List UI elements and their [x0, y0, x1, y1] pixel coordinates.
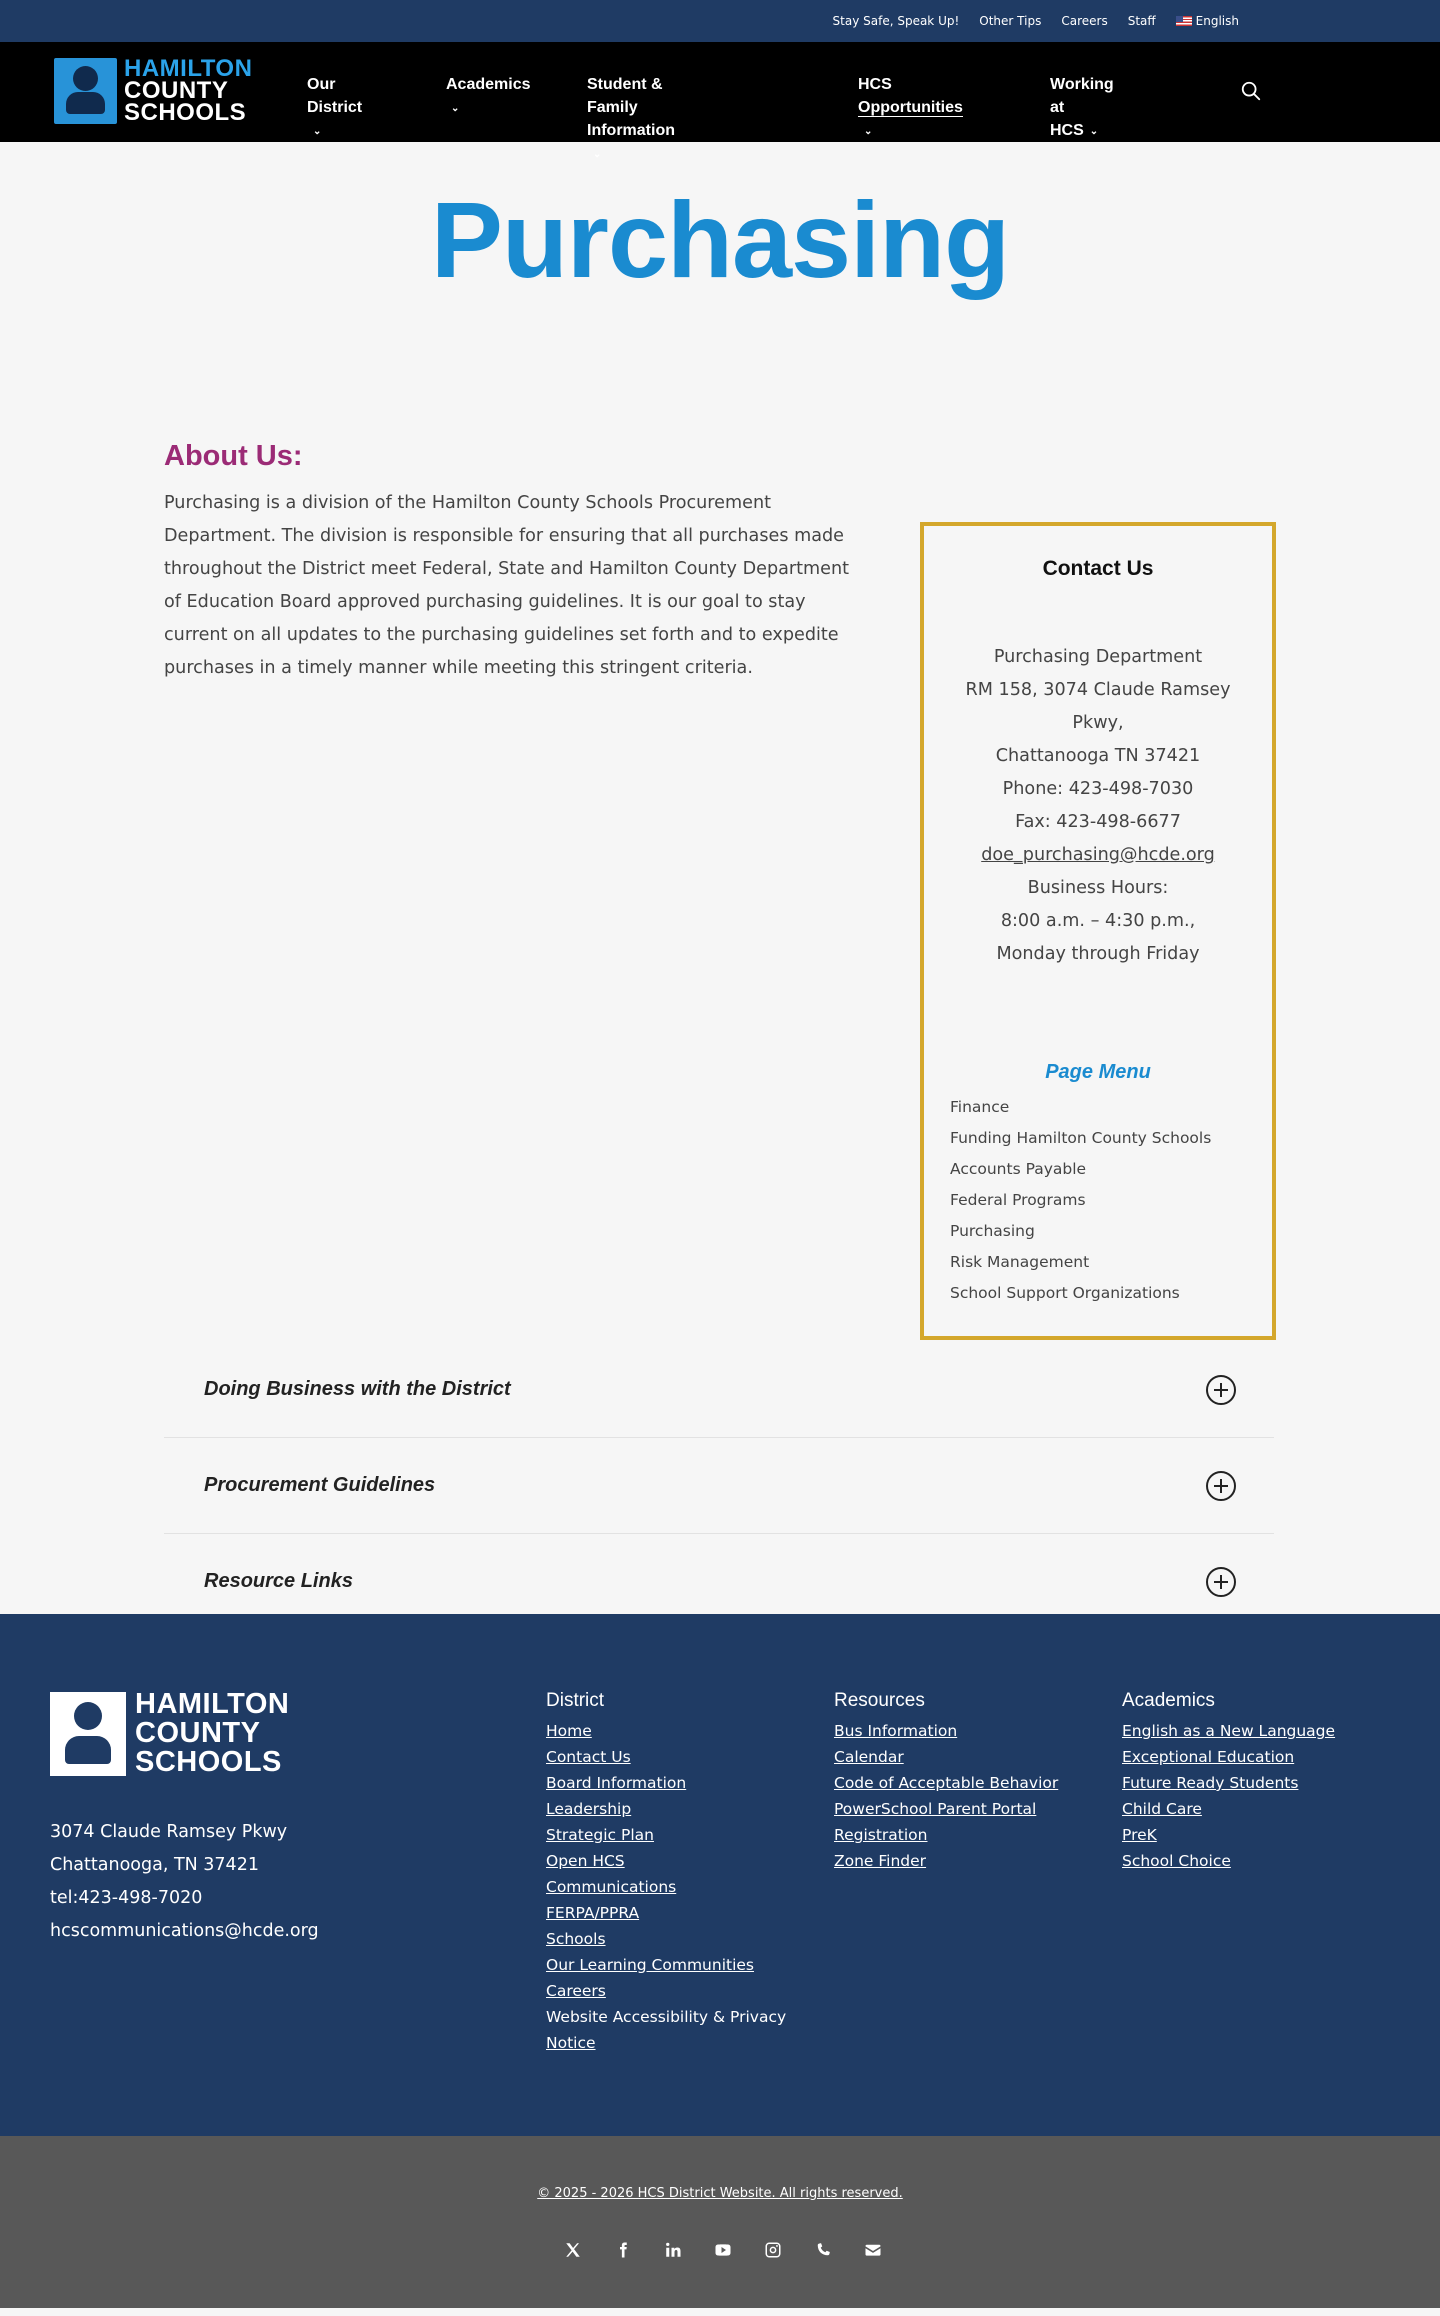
footer-link-powerschool[interactable]: PowerSchool Parent Portal	[834, 1800, 1037, 1818]
footer-link-careers[interactable]: Careers	[546, 1982, 606, 2000]
accordion-item-procurement-guidelines[interactable]	[164, 1438, 1274, 1534]
nav-item-hcs-opportunities[interactable]	[858, 73, 963, 144]
page-menu-item-accounts-payable[interactable]: Accounts Payable	[950, 1160, 1087, 1178]
footer-link-communications[interactable]: Communications	[546, 1878, 677, 1896]
nav-item-label: Academics	[446, 76, 531, 93]
footer-address	[50, 1816, 319, 1948]
logo-mark-icon	[54, 58, 117, 124]
footer-logo-mark-icon	[50, 1692, 126, 1776]
about-heading: About Us:	[164, 440, 303, 472]
site-footer	[0, 1614, 1440, 2136]
footer-city: Chattanooga, TN 37421	[50, 1855, 259, 1875]
utility-bar	[0, 0, 1440, 42]
contact-hours-time: 8:00 a.m. – 4:30 p.m.,	[1000, 911, 1196, 931]
footer-link-leadership[interactable]: Leadership	[546, 1800, 632, 1818]
plus-circle-icon[interactable]	[1206, 1567, 1236, 1597]
phone-icon[interactable]	[811, 2238, 835, 2262]
page-menu-item-risk-management[interactable]: Risk Management	[950, 1253, 1090, 1271]
us-flag-icon	[1176, 16, 1192, 26]
nav-item-label: Our	[307, 76, 336, 93]
footer-link-exceptional-education[interactable]: Exceptional Education	[1122, 1748, 1295, 1766]
footer-street: 3074 Claude Ramsey Pkwy	[50, 1822, 288, 1842]
footer-link-contact-us[interactable]: Contact Us	[546, 1748, 631, 1766]
contact-hours-label: Business Hours:	[1027, 878, 1169, 898]
nav-item-label: Working at	[1050, 76, 1114, 116]
instagram-icon[interactable]	[761, 2238, 785, 2262]
page-menu-item-funding[interactable]: Funding Hamilton County Schools	[950, 1129, 1212, 1147]
footer-logo-wordmark	[135, 1690, 289, 1777]
topbar-link-other-tips[interactable]: Other Tips	[979, 14, 1042, 28]
contact-email-link[interactable]: doe_purchasing@hcde.org	[981, 845, 1215, 865]
footer-link-code-of-behavior[interactable]: Code of Acceptable Behavior	[834, 1774, 1059, 1792]
accordion-title: Resource Links	[204, 1570, 353, 1592]
contact-address-line-1: RM 158, 3074 Claude Ramsey	[965, 680, 1231, 700]
nav-item-label: Student & Family	[587, 76, 663, 116]
page-menu-item-finance[interactable]: Finance	[950, 1098, 1010, 1116]
contact-phone: Phone: 423-498-7030	[1002, 779, 1194, 799]
language-label: English	[1195, 14, 1239, 28]
copyright	[0, 2186, 1440, 2201]
topbar-link-speak-up[interactable]: Stay Safe, Speak Up!	[832, 14, 960, 28]
accordion-title: Procurement Guidelines	[204, 1474, 436, 1496]
contact-department: Purchasing Department	[993, 647, 1203, 667]
main-content	[0, 142, 1440, 1614]
footer-link-future-ready[interactable]: Future Ready Students	[1122, 1774, 1299, 1792]
footer-link-strategic-plan[interactable]: Strategic Plan	[546, 1826, 654, 1844]
nav-item-label: Information	[587, 122, 675, 139]
nav-item-label: Opportunities	[858, 99, 963, 116]
footer-bottom-bar	[0, 2136, 1440, 2308]
contact-fax: Fax: 423-498-6677	[1015, 812, 1181, 832]
plus-circle-icon[interactable]	[1206, 1471, 1236, 1501]
footer-link-calendar[interactable]: Calendar	[834, 1748, 904, 1766]
topbar-link-staff[interactable]: Staff	[1127, 14, 1156, 28]
nav-item-academics[interactable]	[446, 73, 531, 121]
footer-link-ferpa-ppra[interactable]: FERPA/PPRA	[546, 1904, 640, 1922]
search-button[interactable]	[1240, 80, 1264, 104]
footer-link-accessibility-privacy[interactable]	[546, 2004, 796, 2056]
footer-logo[interactable]	[50, 1690, 289, 1777]
site-logo[interactable]	[54, 55, 253, 126]
footer-link-text: Website Accessibility & Privacy	[546, 2008, 787, 2026]
footer-column-heading: Resources	[834, 1690, 925, 1711]
contact-sidebar	[920, 522, 1276, 1340]
nav-item-label: District	[307, 99, 363, 116]
footer-link-zone-finder[interactable]: Zone Finder	[834, 1852, 927, 1870]
footer-link-board-information[interactable]: Board Information	[546, 1774, 687, 1792]
search-icon	[1240, 80, 1262, 102]
contact-heading: Contact Us	[1042, 557, 1154, 580]
page-menu-title: Page Menu	[1045, 1061, 1151, 1083]
logo-line-3: SCHOOLS	[124, 99, 247, 126]
footer-link-school-choice[interactable]: School Choice	[1122, 1852, 1231, 1870]
footer-link-home[interactable]: Home	[546, 1722, 592, 1740]
contact-city: Chattanooga TN 37421	[995, 746, 1201, 766]
page-menu-item-school-support[interactable]: School Support Organizations	[950, 1284, 1180, 1302]
about-section	[164, 440, 864, 685]
footer-link-prek[interactable]: PreK	[1122, 1826, 1157, 1844]
contact-address-line-2: Pkwy,	[1072, 713, 1124, 733]
contact-hours-days: Monday through Friday	[996, 944, 1200, 964]
footer-link-learning-communities[interactable]: Our Learning Communities	[546, 1956, 754, 1974]
nav-item-label: HCS	[858, 76, 892, 93]
copyright-text[interactable]: © 2025 - 2026 HCS District Website. All rights reserved.	[537, 2186, 903, 2201]
footer-link-text: Notice	[546, 2034, 596, 2052]
topbar-link-careers[interactable]: Careers	[1061, 14, 1108, 28]
x-icon[interactable]	[561, 2238, 585, 2262]
accordion-item-doing-business[interactable]	[164, 1342, 1274, 1438]
chevron-down-icon: ⌄	[451, 103, 460, 114]
plus-circle-icon[interactable]	[1206, 1375, 1236, 1405]
footer-link-child-care[interactable]: Child Care	[1122, 1800, 1202, 1818]
footer-link-schools[interactable]: Schools	[546, 1930, 606, 1948]
page-menu-item-federal-programs[interactable]: Federal Programs	[950, 1191, 1086, 1209]
language-selector[interactable]	[1176, 14, 1239, 28]
logo-line-2: COUNTY	[124, 77, 229, 104]
footer-link-registration[interactable]: Registration	[834, 1826, 928, 1844]
page-title: Purchasing	[430, 179, 1010, 300]
footer-email: hcscommunications@hcde.org	[50, 1921, 319, 1941]
page-menu	[924, 1092, 1272, 1309]
chevron-down-icon: ⌄	[313, 126, 322, 137]
footer-link-english-new-language[interactable]: English as a New Language	[1122, 1722, 1336, 1740]
about-body: Purchasing is a division of the Hamilton County Schools Procurement Department. The division is responsible for ensuring that all purchases made throughout the District meet Federal, State and Hamilton County Department of Education Board approved purchasing guidelines. It is our goal to stay current on all updates to the purchasing guidelines set forth and to expedite purchases in a timely manner while meeting this stringent criteria.	[164, 493, 850, 678]
footer-logo-line-3: SCHOOLS	[135, 1746, 282, 1778]
nav-item-working-at-hcs[interactable]	[1050, 73, 1114, 144]
main-navigation	[0, 42, 1440, 160]
chevron-down-icon: ⌄	[593, 149, 602, 160]
social-links	[0, 2238, 1440, 2262]
facebook-icon[interactable]	[611, 2238, 635, 2262]
youtube-icon[interactable]	[711, 2238, 735, 2262]
chevron-down-icon: ⌄	[864, 126, 873, 137]
logo-wordmark	[124, 55, 253, 126]
footer-logo-line-2: COUNTY	[135, 1717, 261, 1749]
nav-item-our-district[interactable]	[307, 73, 362, 144]
footer-column-academics	[1122, 1690, 1335, 1874]
footer-column-heading: Academics	[1122, 1690, 1215, 1711]
footer-link-bus-information[interactable]: Bus Information	[834, 1722, 958, 1740]
logo-line-1: HAMILTON	[124, 55, 253, 82]
footer-link-open-hcs[interactable]: Open HCS	[546, 1852, 625, 1870]
chevron-down-icon: ⌄	[1089, 126, 1099, 137]
footer-column-heading: District	[546, 1690, 605, 1711]
email-icon[interactable]	[861, 2238, 885, 2262]
footer-phone: tel:423-498-7020	[50, 1888, 203, 1908]
page-menu-item-purchasing[interactable]: Purchasing	[950, 1222, 1035, 1240]
footer-column-resources	[834, 1690, 1058, 1874]
footer-column-district	[546, 1690, 796, 2056]
footer-logo-line-1: HAMILTON	[135, 1688, 290, 1720]
linkedin-icon[interactable]	[661, 2238, 685, 2262]
nav-item-label: HCS	[1050, 122, 1084, 139]
contact-details	[924, 641, 1272, 971]
accordion-title: Doing Business with the District	[204, 1378, 511, 1400]
